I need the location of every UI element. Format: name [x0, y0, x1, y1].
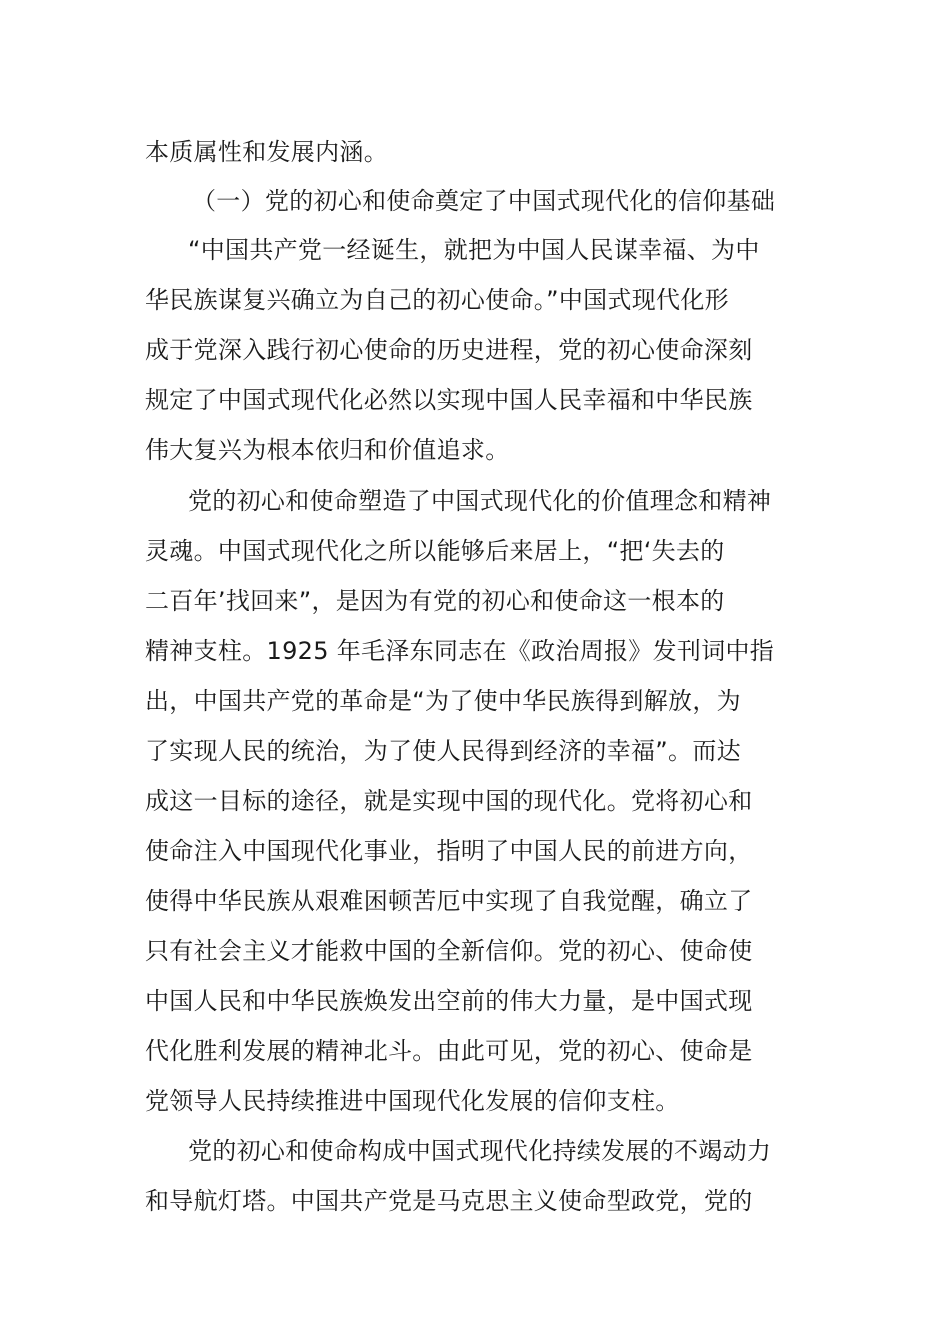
paragraph-2-line-3: 二百年’找回来”，是因为有党的初心和使命这一根本的 [145, 587, 725, 615]
paragraph-2-line-9: 使得中华民族从艰难困顿苦厄中实现了自我觉醒，确立了 [145, 887, 753, 915]
paragraph-1-line-2: 华民族谋复兴确立为自己的初心使命。”中国式现代化形 [145, 286, 729, 314]
paragraph-2-line-11: 中国人民和中华民族焕发出空前的伟大力量，是中国式现 [145, 987, 753, 1015]
paragraph-2-line-5: 出，中国共产党的革命是“为了使中华民族得到解放，为 [145, 687, 741, 715]
paragraph-1-line-5: 伟大复兴为根本依归和价值追求。 [145, 436, 510, 464]
paragraph-2-line-12: 代化胜利发展的精神北斗。由此可见，党的初心、使命是 [145, 1037, 753, 1065]
section-heading: （一）党的初心和使命奠定了中国式现代化的信仰基础 [192, 187, 776, 215]
paragraph-continuation-line: 本质属性和发展内涵。 [145, 138, 388, 166]
paragraph-2-line-7: 成这一目标的途径，就是实现中国的现代化。党将初心和 [145, 787, 753, 815]
paragraph-2-line-2: 灵魂。中国式现代化之所以能够后来居上，“把‘失去的 [145, 537, 725, 565]
paragraph-3-line-2: 和导航灯塔。中国共产党是马克思主义使命型政党，党的 [145, 1187, 753, 1215]
paragraph-2-line-6: 了实现人民的统治，为了使人民得到经济的幸福”。而达 [145, 737, 741, 765]
paragraph-2-line-4: 精神支柱。1925 年毛泽东同志在《政治周报》发刊词中指 [145, 637, 775, 665]
paragraph-1-line-1: “中国共产党一经诞生，就把为中国人民谋幸福、为中 [188, 236, 760, 264]
paragraph-1-line-3: 成于党深入践行初心使命的历史进程，党的初心使命深刻 [145, 336, 753, 364]
paragraph-2-line-13: 党领导人民持续推进中国现代化发展的信仰支柱。 [145, 1087, 680, 1115]
paragraph-2-line-10: 只有社会主义才能救中国的全新信仰。党的初心、使命使 [145, 937, 753, 965]
paragraph-2-line-8: 使命注入中国现代化事业，指明了中国人民的前进方向， [145, 837, 753, 865]
paragraph-2-line-1: 党的初心和使命塑造了中国式现代化的价值理念和精神 [188, 487, 772, 515]
paragraph-1-line-4: 规定了中国式现代化必然以实现中国人民幸福和中华民族 [145, 386, 753, 414]
paragraph-3-line-1: 党的初心和使命构成中国式现代化持续发展的不竭动力 [188, 1137, 772, 1165]
